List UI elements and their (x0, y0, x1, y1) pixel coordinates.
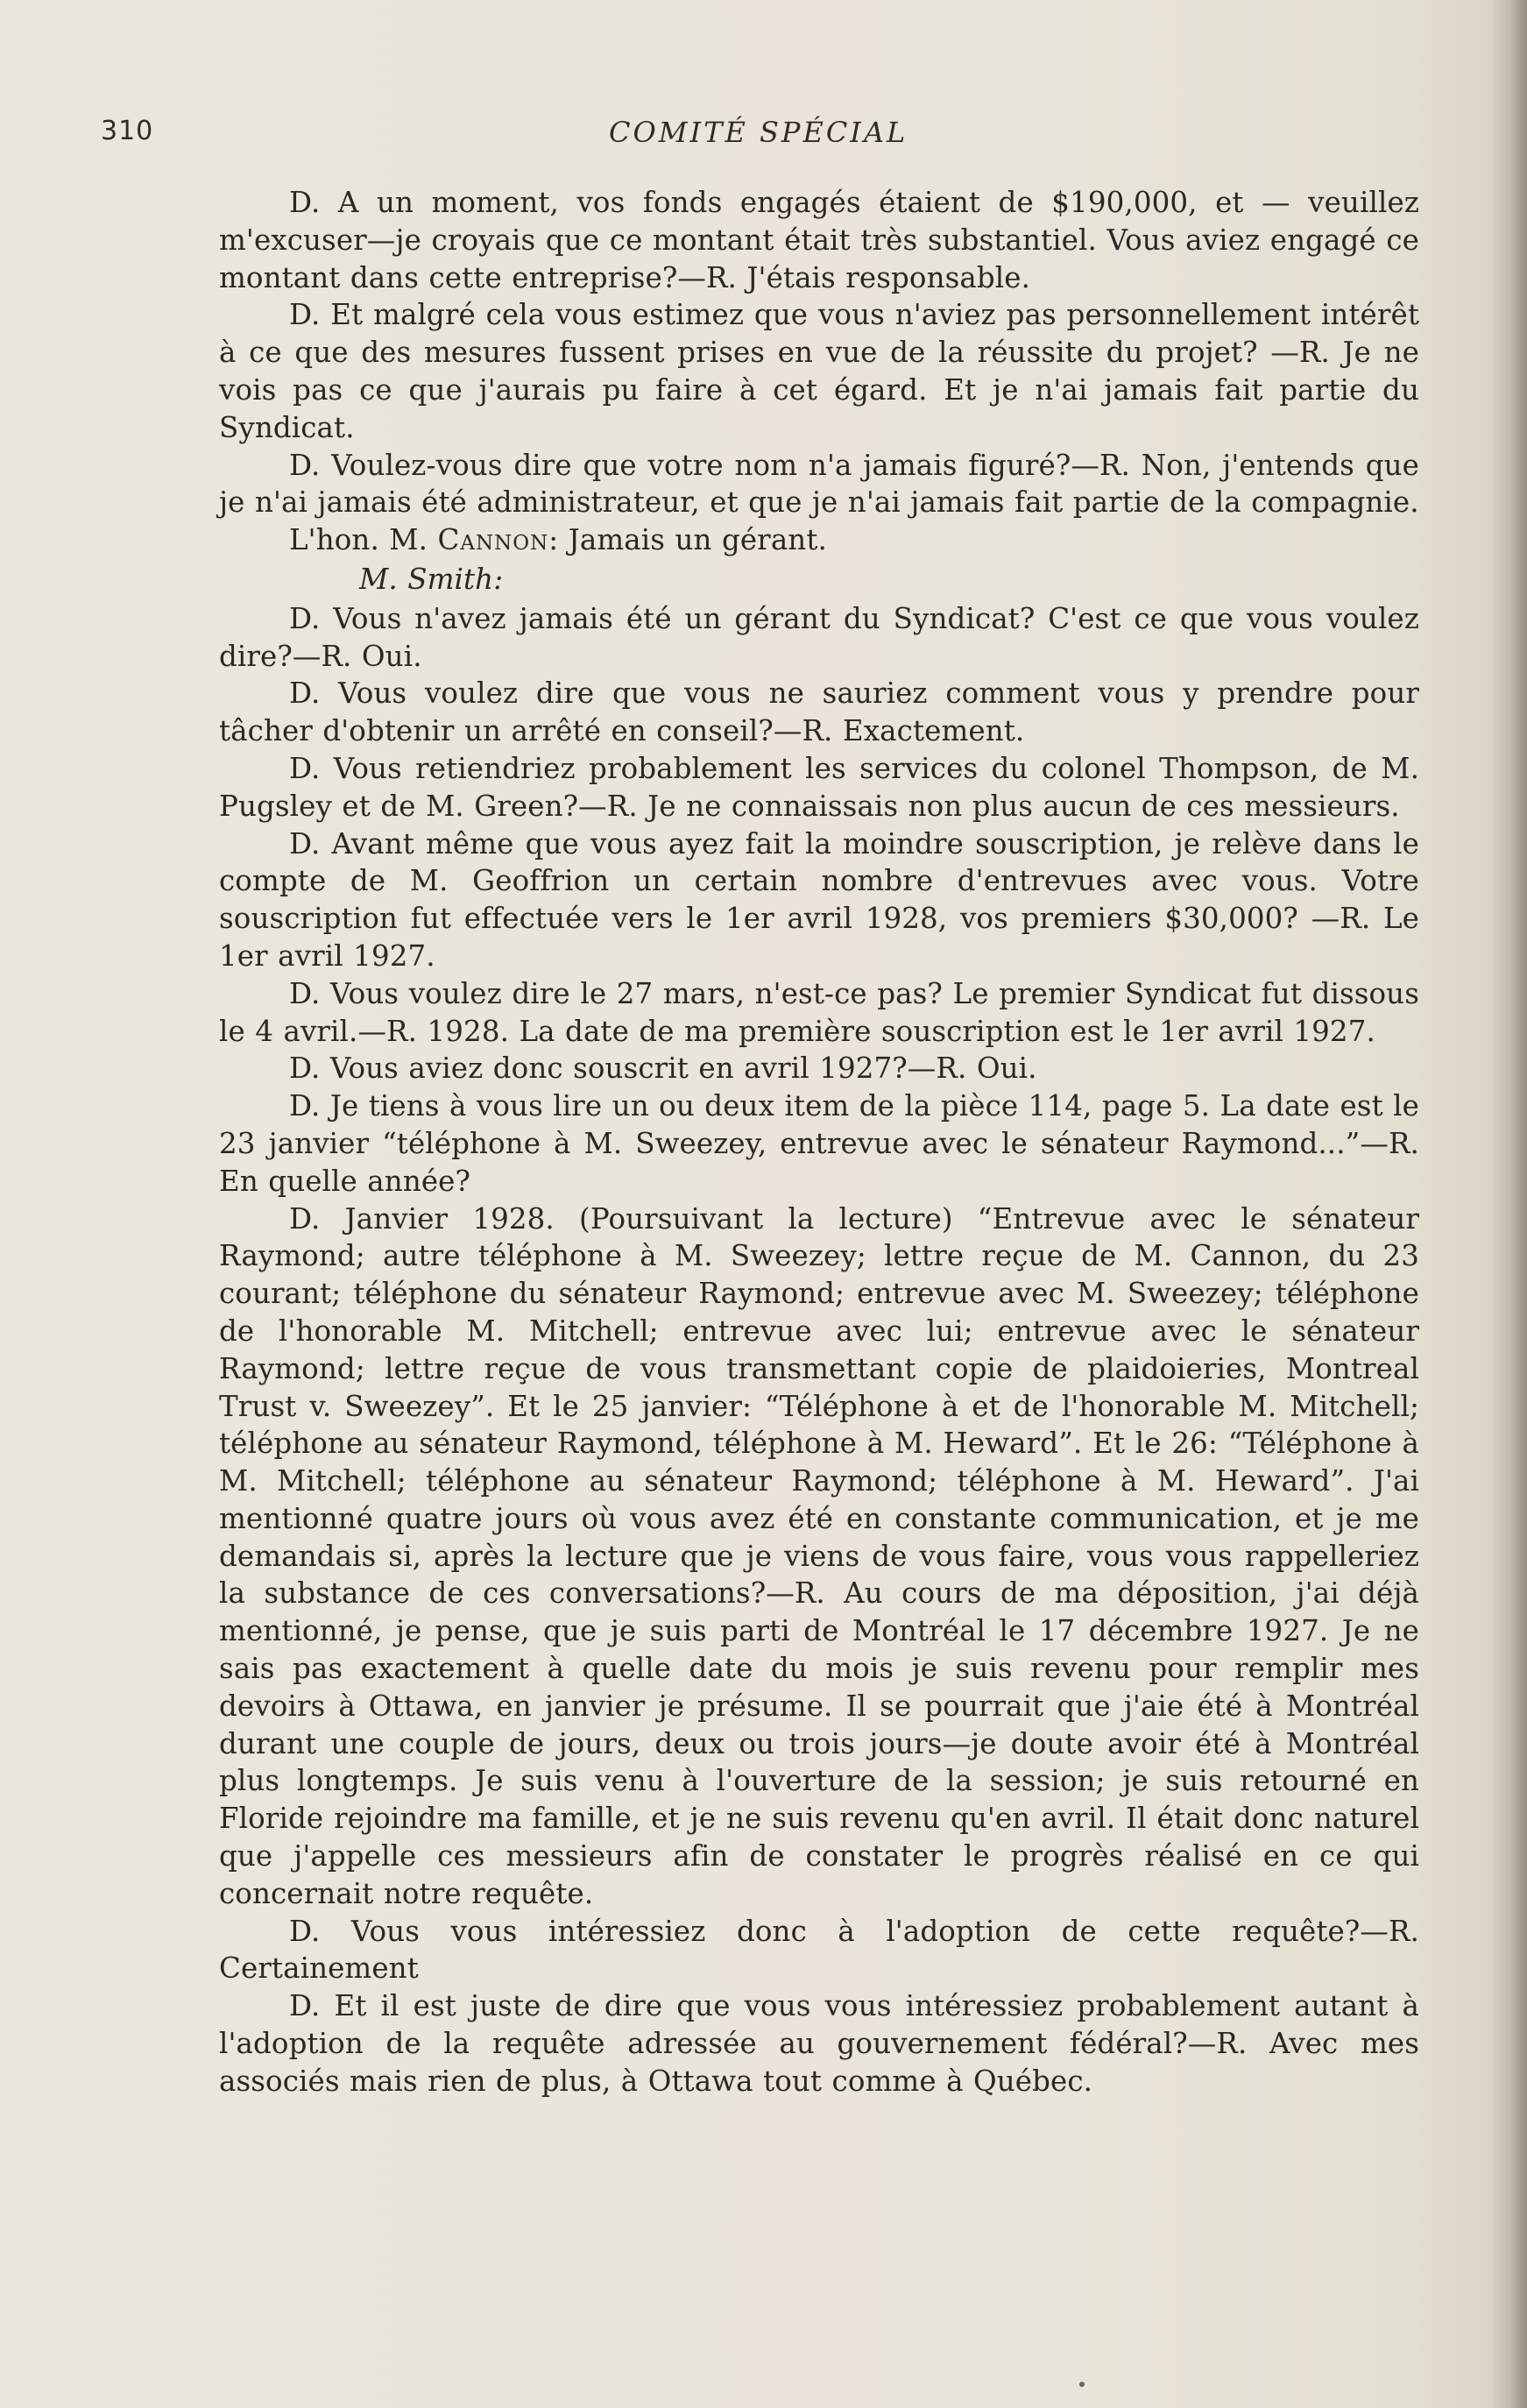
paragraph: D. Vous n'avez jamais été un gérant du Syndicat? C'est ce que vous voulez dire?—R. Oui. (219, 601, 1419, 673)
paragraph: D. Je tiens à vous lire un ou deux item de la pièce 114, page 5. La date est le 23 janvier “téléphone à M. Sweezey, entrevue avec le sénateur Raymond...”—R. En quelle année? (219, 1089, 1419, 1198)
remark-speaker-name: Cannon (437, 523, 549, 557)
page-header (101, 116, 1415, 156)
paragraph: D. Voulez-vous dire que votre nom n'a jamais figuré?—R. Non, j'entends que je n'ai jamais été administrateur, et que je n'ai jamais fait partie de la compagnie. (219, 448, 1419, 520)
paragraph: D. Et malgré cela vous estimez que vous n'aviez pas personnellement intérêt à ce que des mesures fussent prises en vue de la réussite du projet? —R. Je ne vois pas ce que j'aurais pu faire à cet égard. Et je n'ai jamais fait partie du Syndicat. (219, 298, 1419, 444)
paragraph: D. Vous vous intéressiez donc à l'adoption de cette requête?—R. Certainement (219, 1914, 1419, 1986)
running-title: COMITÉ SPÉCIAL (609, 116, 908, 149)
speaker-name: M. Smith: (359, 562, 504, 596)
paragraph: D. Janvier 1928. (Poursuivant la lecture) “Entrevue avec le sénateur Raymond; autre téléphone à M. Sweezey; lettre reçue de M. Cannon, du 23 courant; téléphone du sénateur Raymond; entrevue avec M. Sweezey; téléphone de l'honorable M. Mitchell; entrevue avec lui; entrevue avec le sénateur Raymond; lettre reçue de vous transmettant copie de plaidoieries, Montreal Trust v. Sweezey”. Et le 25 janvier: “Téléphone à et de l'honorable M. Mitchell; téléphone au sénateur Raymond, téléphone à M. Heward”. Et le 26: “Téléphone à M. Mitchell; téléphone au sénateur Raymond; téléphone à M. Heward”. J'ai mentionné quatre jours où vous avez été en constante communication, et je me demandais si, après la lecture que je viens de vous faire, vous vous rappelleriez la substance de ces conversations?—R. Au cours de ma déposition, j'ai déjà mentionné, je pense, que je suis parti de Montréal le 17 décembre 1927. Je ne sais pas exactement à quelle date du mois je suis revenu pour remplir mes devoirs à Ottawa, en janvier je présume. Il se pourrait que j'aie été à Montréal durant une couple de jours, deux ou trois jours—je doute avoir été à Montréal plus longtemps. Je suis venu à l'ouverture de la session; je suis retourné en Floride rejoindre ma famille, et je ne suis revenu qu'en avril. Il était donc naturel que j'appelle ces messieurs afin de constater le progrès réalisé en ce qui concernait notre requête. (219, 1201, 1419, 1910)
page-binding-shadow (1490, 0, 1527, 2408)
body-text (219, 184, 1419, 2100)
page-number: 310 (101, 116, 154, 146)
paragraph: D. Vous aviez donc souscrit en avril 1927?—R. Oui. (289, 1052, 1037, 1086)
paragraph: D. Vous voulez dire le 27 mars, n'est-ce pas? Le premier Syndicat fut dissous le 4 avril.—R. 1928. La date de ma première souscription est le 1er avril 1927. (219, 976, 1419, 1048)
paragraph: D. Avant même que vous ayez fait la moindre souscription, je relève dans le compte de M. Geoffrion un certain nombre d'entrevues avec vous. Votre souscription fut effectuée vers le 1er avril 1928, vos premiers $30,000? —R. Le 1er avril 1927. (219, 826, 1419, 973)
remark-paragraph (219, 521, 1419, 559)
paragraph: D. Et il est juste de dire que vous vous intéressiez probablement autant à l'adoption de la requête adressée au gouvernement fédéral?—R. Avec mes associés mais rien de plus, à Ottawa tout comme à Québec. (219, 1989, 1419, 2098)
page-speck (1079, 2382, 1085, 2387)
paragraph: D. Vous retiendriez probablement les services du colonel Thompson, de M. Pugsley et de M. Green?—R. Je ne connaissais non plus aucun de ces messieurs. (219, 751, 1419, 823)
remark-prefix: L'hon. M. (289, 523, 438, 557)
remark-text: : Jamais un gérant. (548, 523, 827, 557)
speaker-heading (219, 561, 1419, 598)
paragraph: D. A un moment, vos fonds engagés étaient de $190,000, et — veuillez m'excuser—je croyais que ce montant était très substantiel. Vous aviez engagé ce montant dans cette entreprise?—R. J'étais responsable. (219, 186, 1419, 294)
paragraph: D. Vous voulez dire que vous ne sauriez comment vous y prendre pour tâcher d'obtenir un arrêté en conseil?—R. Exactement. (219, 676, 1419, 748)
